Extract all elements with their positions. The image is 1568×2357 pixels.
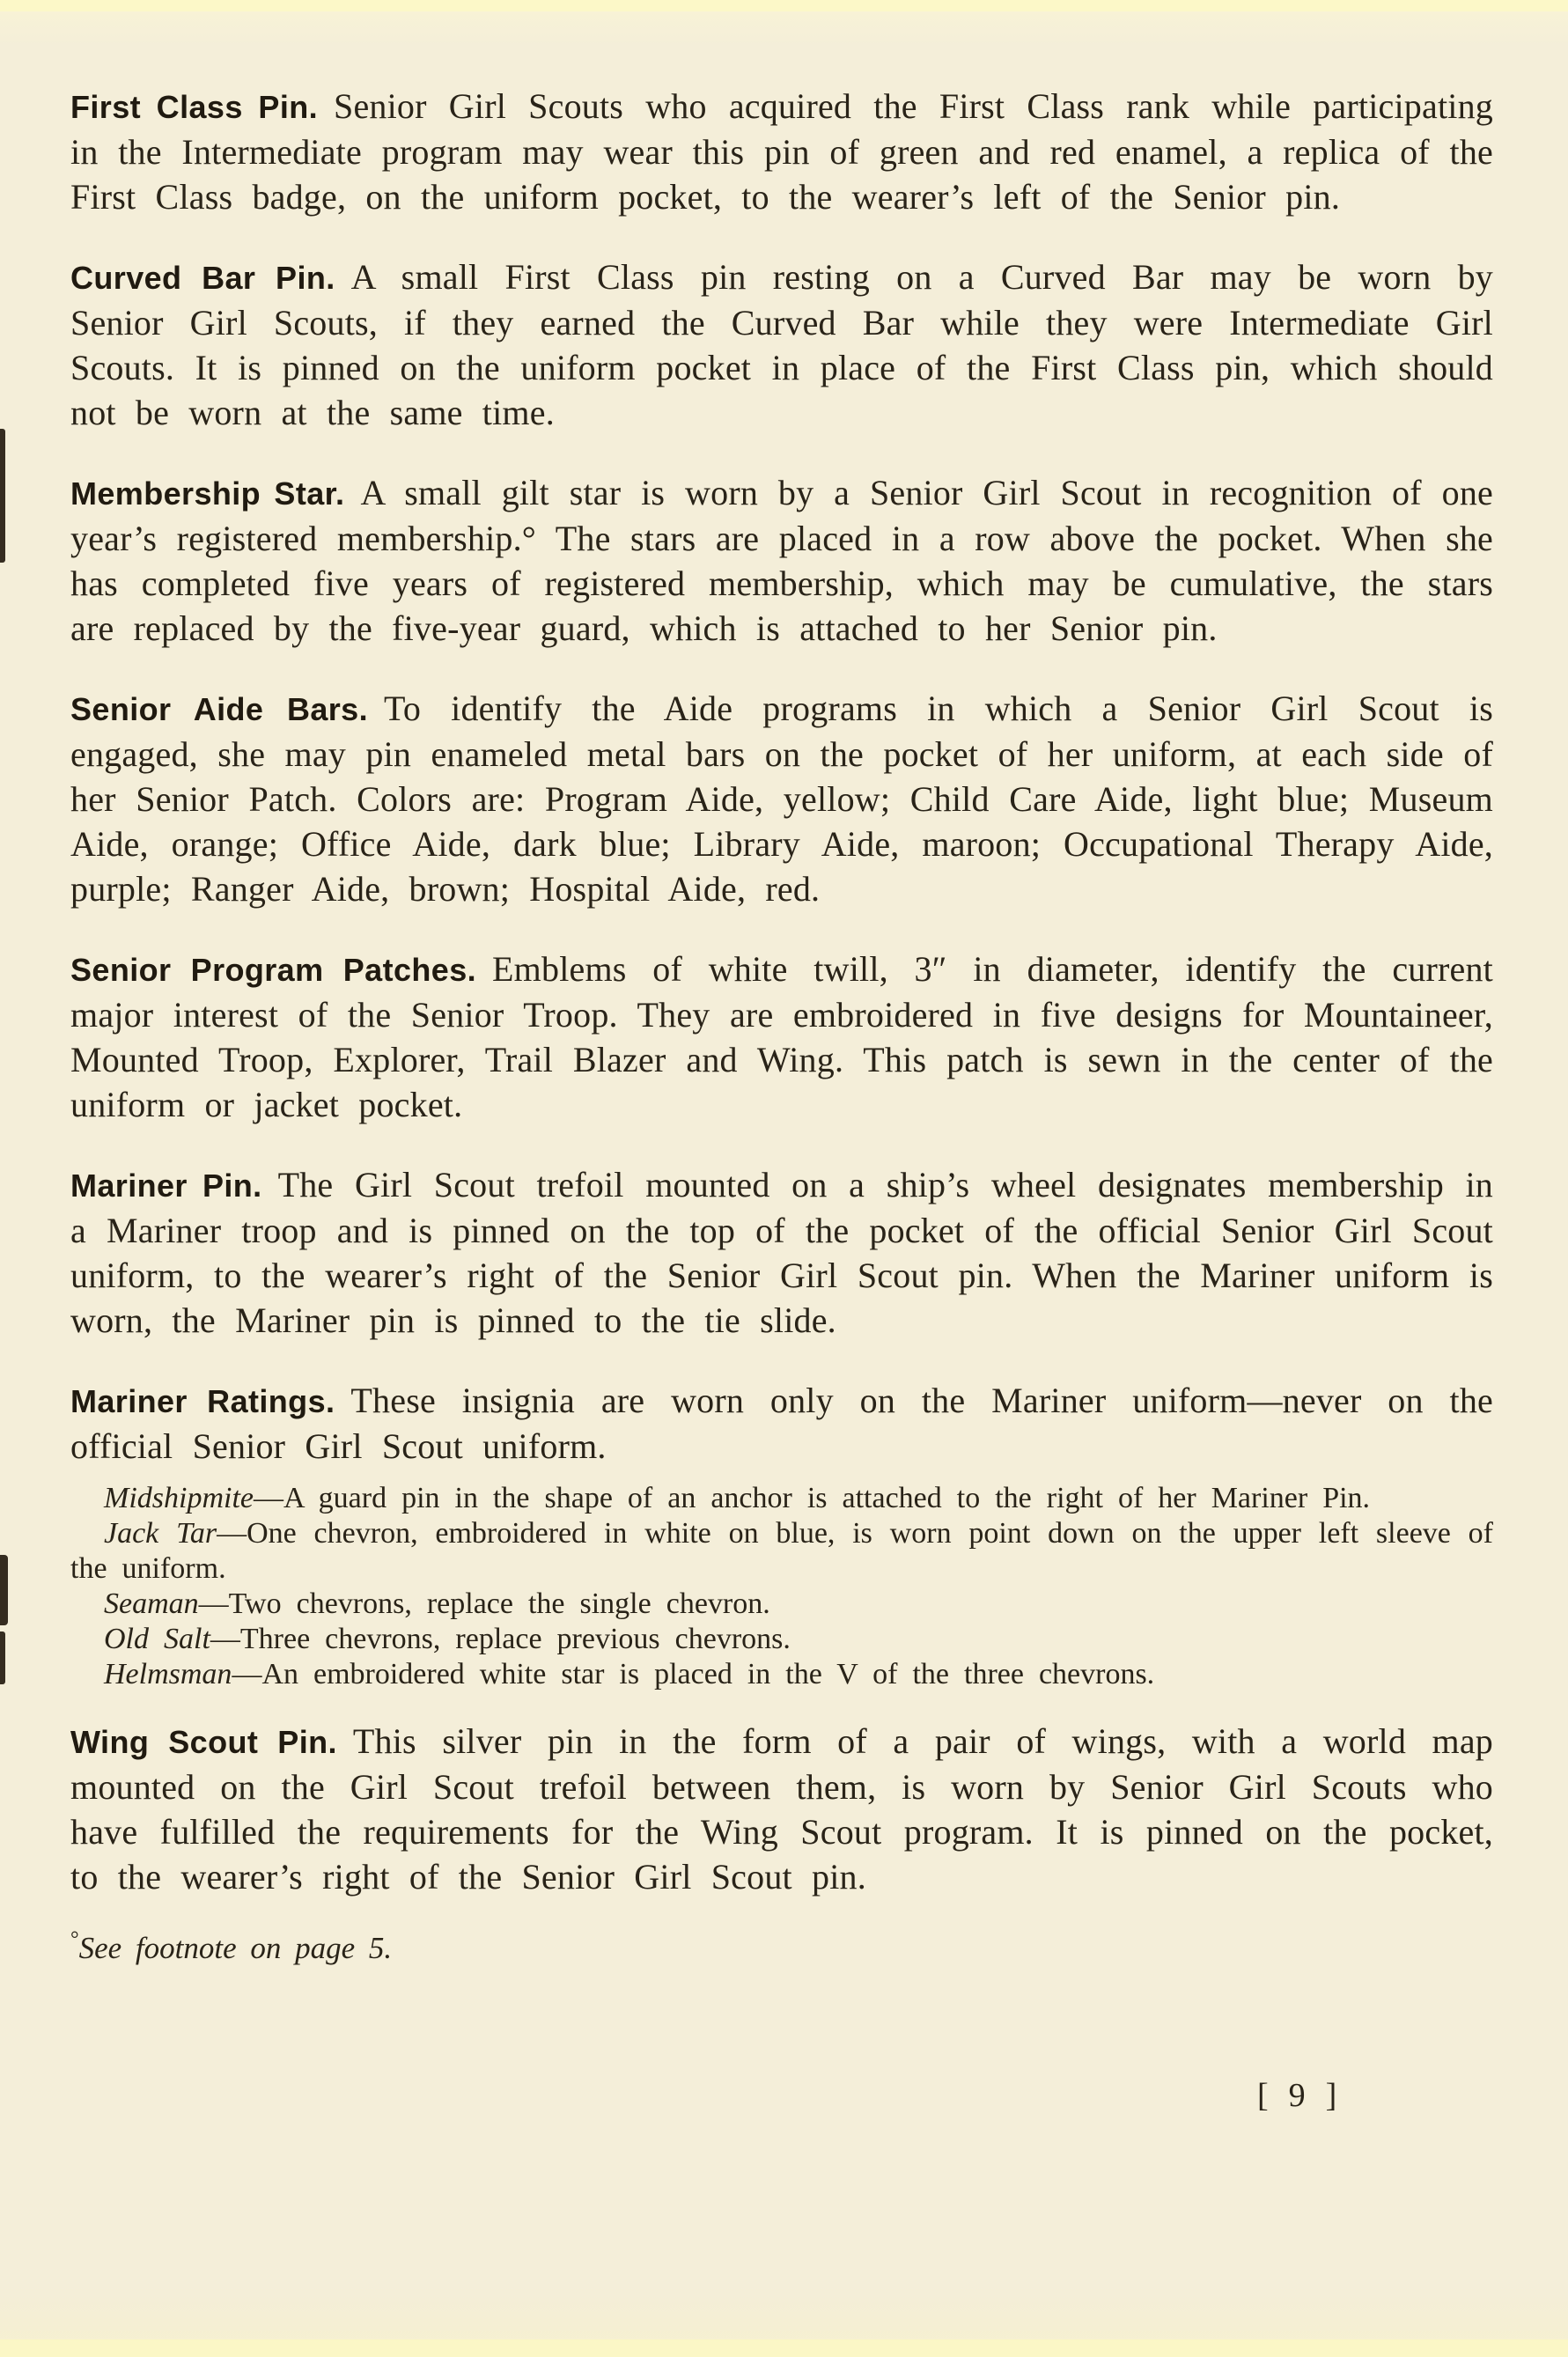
- paragraph-heading: First Class Pin.: [70, 89, 319, 125]
- rating-term: Old Salt: [104, 1623, 210, 1655]
- paragraph-senior-program-patches: [70, 946, 1493, 1127]
- paragraph-heading: Curved Bar Pin.: [70, 260, 335, 296]
- paragraph-body: The Girl Scout trefoil mounted on a ship’s wheel designates membership in a Mariner troop and is pinned on the top of the pocket of the official Senior Girl Scout uniform, to the wearer’s right of the Senior Girl Scout pin. When the Mariner uniform is worn, the Mariner pin is pinned to the tie slide.: [70, 1165, 1493, 1340]
- rating-item-old-salt: [70, 1622, 1493, 1657]
- mariner-ratings-list: [70, 1481, 1493, 1692]
- rating-description: —One chevron, embroidered in white on blue, is worn point down on the upper left sleeve of the uniform.: [70, 1517, 1493, 1585]
- rating-description: —An embroidered white star is placed in the V of the three chevrons.: [232, 1658, 1155, 1690]
- paragraph-body: A small First Class pin resting on a Curved Bar may be worn by Senior Girl Scouts, if they earned the Curved Bar while they were Intermediate Girl Scouts. It is pinned on the uniform pocket in place of the First Class pin, which should not be worn at the same time.: [70, 257, 1493, 432]
- paragraph-body: A small gilt star is worn by a Senior Girl Scout in recognition of one year’s registered membership.° The stars are placed in a row above the pocket. When she has completed five years of registered membership, which may be cumulative, the stars are replaced by the five-year guard, which is attached to her Senior pin.: [70, 473, 1493, 648]
- footnote-text: See footnote on page 5.: [78, 1931, 393, 1965]
- rating-item-helmsman: [70, 1657, 1493, 1692]
- paragraph-heading: Senior Aide Bars.: [70, 691, 369, 727]
- paragraph-senior-aide-bars: [70, 686, 1493, 911]
- rating-term: Jack Tar: [104, 1517, 217, 1550]
- footnote-marker: °: [70, 1928, 79, 1951]
- rating-term: Helmsman: [104, 1658, 232, 1690]
- rating-item-midshipmite: [70, 1481, 1493, 1516]
- paragraph-body: Emblems of white twill, 3″ in diameter, identify the current major interest of the Senior Troop. They are embroidered in five designs for Mountaineer, Mounted Troop, Explorer, Trail Blazer and Wing. This patch is sewn in the center of the uniform or jacket pocket.: [70, 949, 1493, 1124]
- paragraph-first-class-pin: [70, 84, 1493, 219]
- rating-description: —A guard pin in the shape of an anchor is attached to the right of her Mariner Pin.: [253, 1482, 1371, 1514]
- page-number: [ 9 ]: [1257, 2077, 1339, 2114]
- paragraph-membership-star: [70, 470, 1493, 651]
- paragraph-heading: Senior Program Patches.: [70, 952, 477, 988]
- scan-edge-bottom: [0, 2339, 1568, 2357]
- paragraph-mariner-pin: [70, 1162, 1493, 1343]
- paragraph-body: These insignia are worn only on the Mariner uniform—never on the official Senior Girl Scout uniform.: [70, 1381, 1494, 1466]
- paragraph-wing-scout-pin: [70, 1719, 1493, 1899]
- paragraph-body: Senior Girl Scouts who acquired the First Class rank while participating in the Intermediate program may wear this pin of green and red enamel, a replica of the First Class badge, on the uniform pocket, to the wearer’s left of the Senior pin.: [70, 86, 1493, 217]
- paragraph-heading: Wing Scout Pin.: [70, 1724, 337, 1760]
- rating-item-jack-tar: [70, 1516, 1493, 1587]
- paragraph-body: This silver pin in the form of a pair of wings, with a world map mounted on the Girl Scout trefoil between them, is worn by Senior Girl Scouts who have fulfilled the requirements for the Wing Scout program. It is pinned on the pocket, to the wearer’s right of the Senior Girl Scout pin.: [70, 1721, 1493, 1897]
- rating-description: —Three chevrons, replace previous chevrons.: [210, 1623, 791, 1655]
- paragraph-heading: Mariner Ratings.: [70, 1383, 335, 1419]
- rating-description: —Two chevrons, replace the single chevron.: [198, 1587, 770, 1620]
- rating-term: Midshipmite: [104, 1482, 254, 1514]
- rating-term: Seaman: [104, 1587, 199, 1620]
- paragraph-body: To identify the Aide programs in which a Senior Girl Scout is engaged, she may pin enameled metal bars on the pocket of her uniform, at each side of her Senior Patch. Colors are: Program Aide, yellow; Child Care Aide, light blue; Museum Aide, orange; Office Aide, dark blue; Library Aide, maroon; Occupational Therapy Aide, purple; Ranger Aide, brown; Hospital Aide, red.: [70, 689, 1493, 909]
- paragraph-mariner-ratings: [70, 1378, 1493, 1469]
- paragraph-heading: Membership Star.: [70, 475, 345, 512]
- paragraph-curved-bar-pin: [70, 254, 1493, 435]
- footnote: [70, 1920, 1493, 1968]
- rating-item-seaman: [70, 1587, 1493, 1622]
- paragraph-heading: Mariner Pin.: [70, 1167, 262, 1204]
